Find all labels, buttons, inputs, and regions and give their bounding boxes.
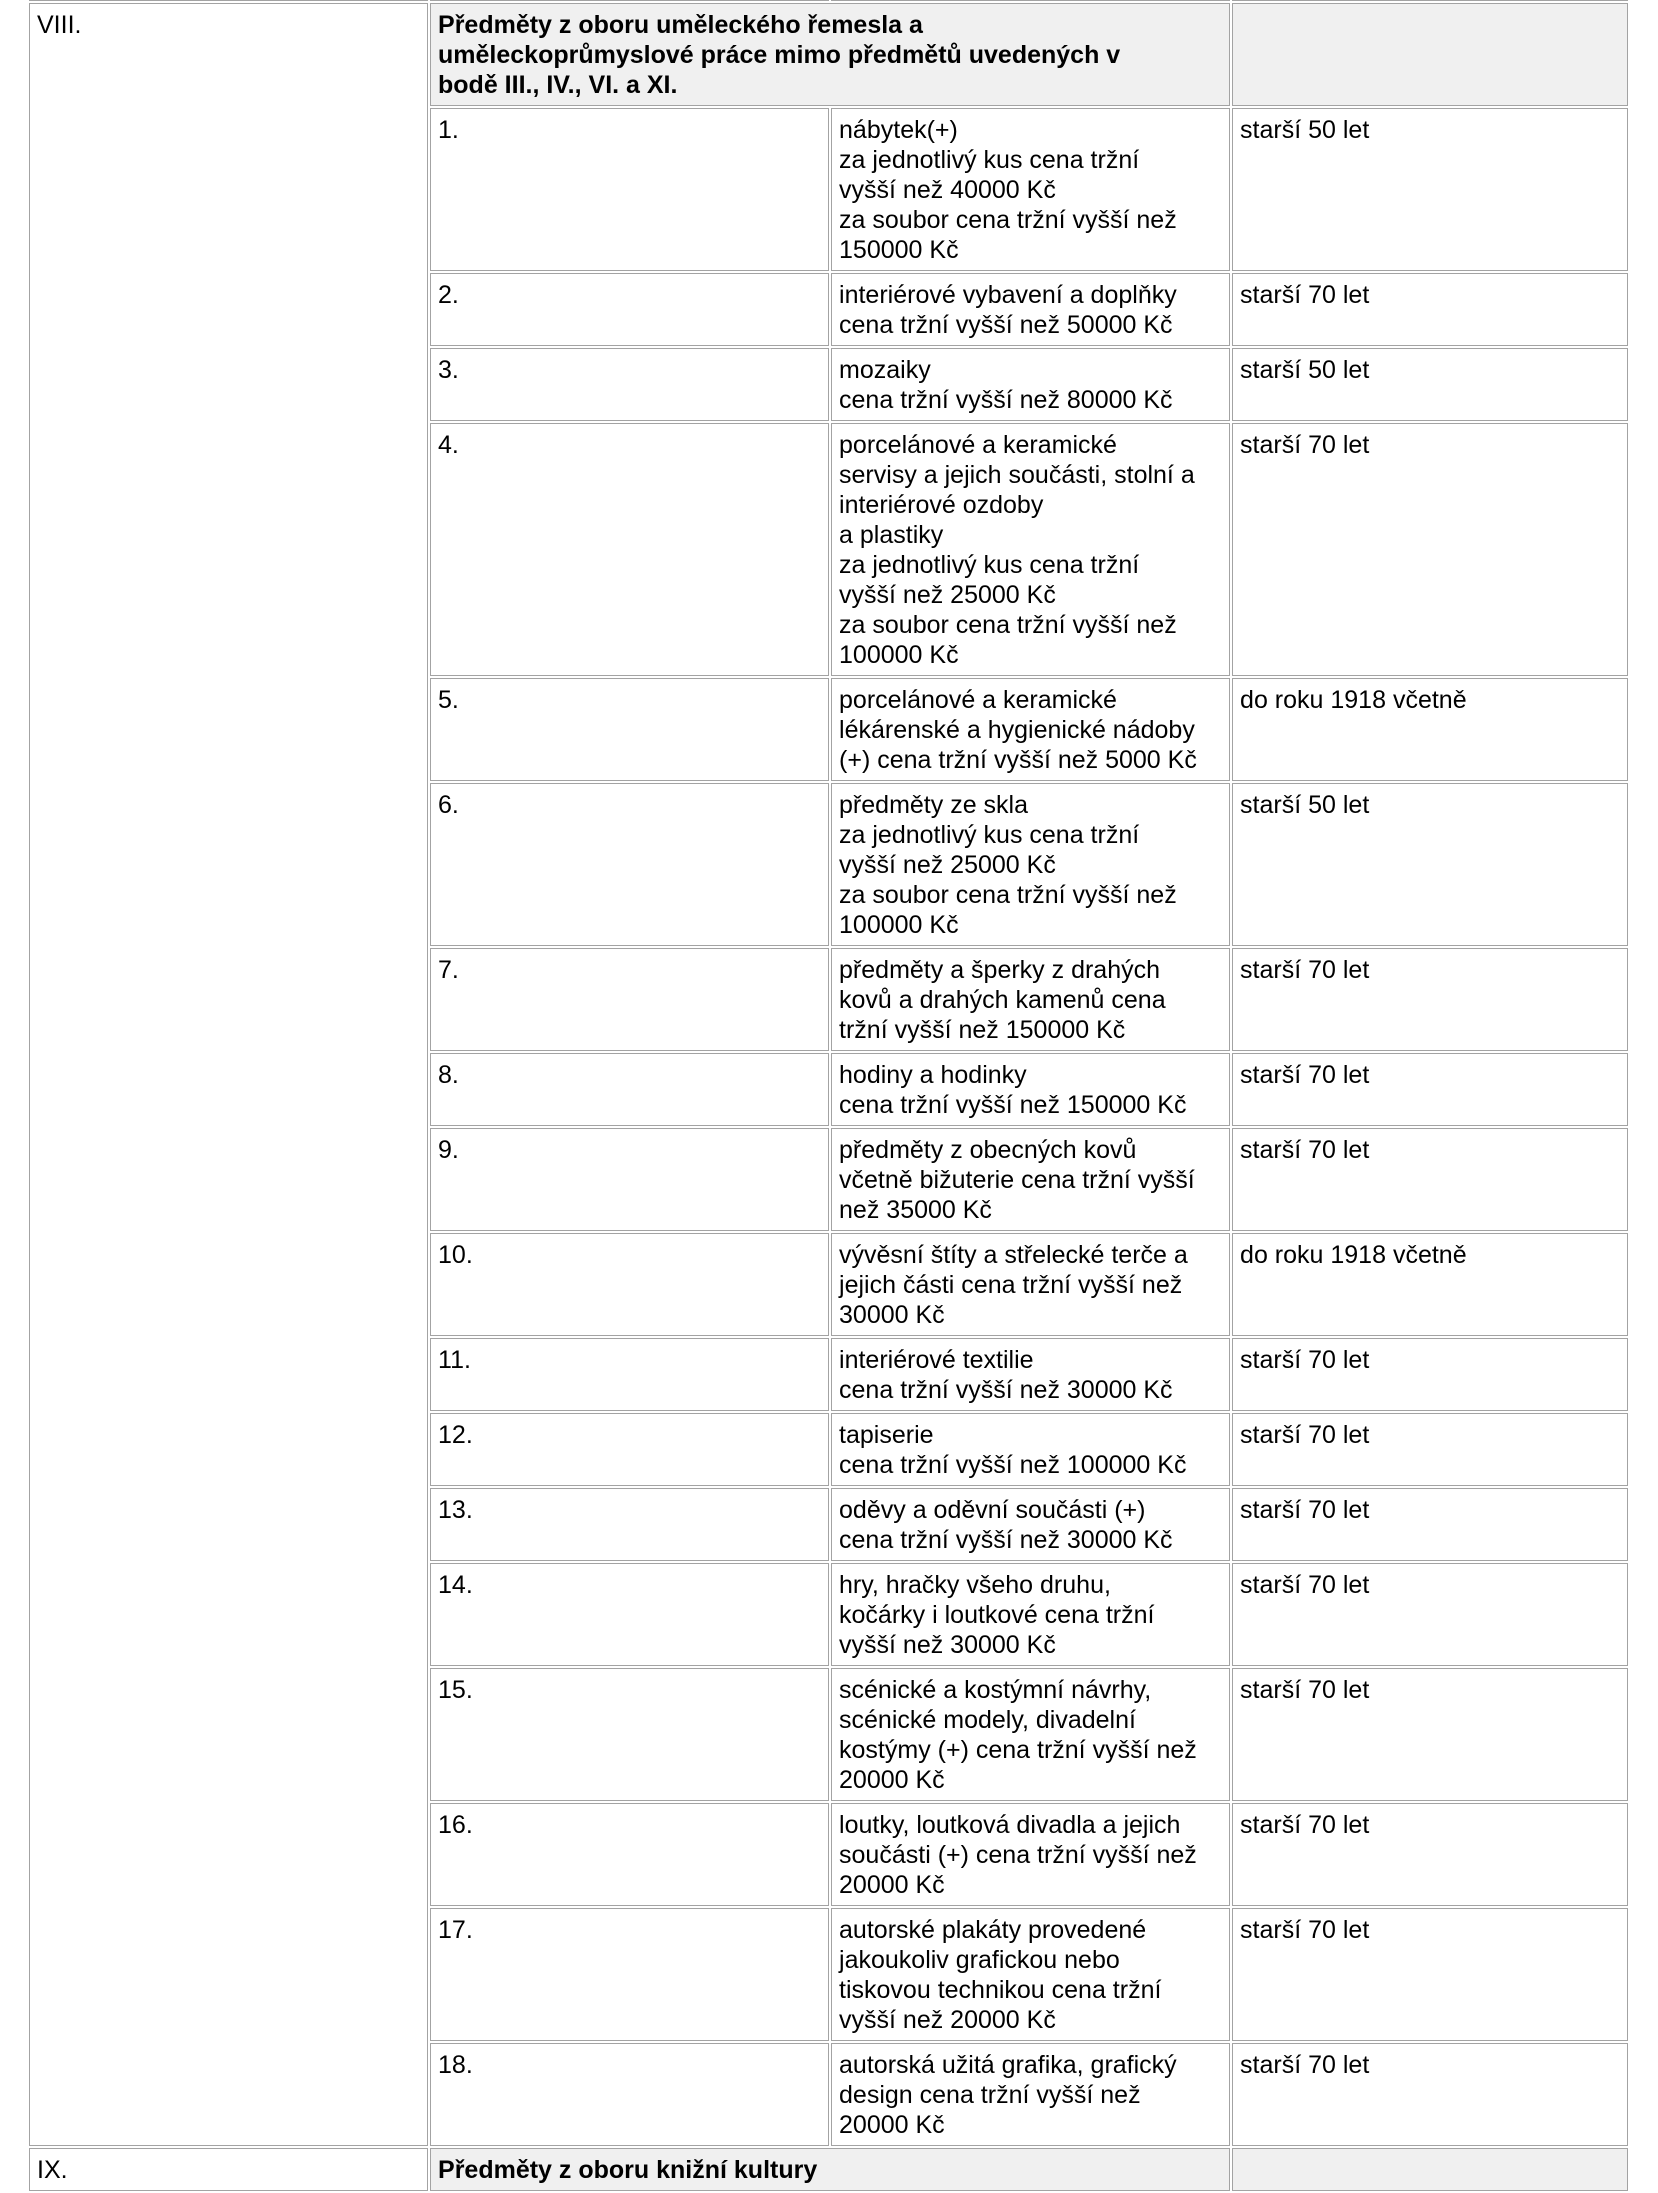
item-description: scénické a kostýmní návrhy, scénické modely, divadelní kostýmy (+) cena tržní vyšší než 20000 Kč: [831, 1668, 1230, 1801]
item-age-limit: starší 70 let: [1232, 1563, 1628, 1666]
item-age-limit: starší 70 let: [1232, 1128, 1628, 1231]
section-title: Předměty z oboru knižní kultury: [430, 2148, 1230, 2191]
item-description: porcelánové a keramické lékárenské a hygienické nádoby (+) cena tržní vyšší než 5000 Kč: [831, 678, 1230, 781]
item-number: 11.: [430, 1338, 829, 1411]
item-number: 17.: [430, 1908, 829, 2041]
item-age-limit: starší 70 let: [1232, 1053, 1628, 1126]
section-header-row: [29, 2148, 1628, 2191]
section-age-cell: [1232, 3, 1628, 106]
item-number: 8.: [430, 1053, 829, 1126]
item-description: interiérové vybavení a doplňky cena tržní vyšší než 50000 Kč: [831, 273, 1230, 346]
item-age-limit: starší 50 let: [1232, 783, 1628, 946]
item-number: 15.: [430, 1668, 829, 1801]
previous-row-edge: [29, 0, 1628, 1]
item-number: 3.: [430, 348, 829, 421]
item-number: 6.: [430, 783, 829, 946]
item-number: 12.: [430, 1413, 829, 1486]
item-age-limit: starší 70 let: [1232, 423, 1628, 676]
item-description: autorské plakáty provedené jakoukoliv grafickou nebo tiskovou technikou cena tržní vyšší než 20000 Kč: [831, 1908, 1230, 2041]
section-age-cell: [1232, 2148, 1628, 2191]
item-description: předměty a šperky z drahých kovů a drahých kamenů cena tržní vyšší než 150000 Kč: [831, 948, 1230, 1051]
item-description: interiérové textilie cena tržní vyšší než 30000 Kč: [831, 1338, 1230, 1411]
item-description: loutky, loutková divadla a jejich součásti (+) cena tržní vyšší než 20000 Kč: [831, 1803, 1230, 1906]
item-number: 4.: [430, 423, 829, 676]
item-description: nábytek(+) za jednotlivý kus cena tržní vyšší než 40000 Kč za soubor cena tržní vyšší než 150000 Kč: [831, 108, 1230, 271]
item-age-limit: starší 70 let: [1232, 1908, 1628, 2041]
item-number: 18.: [430, 2043, 829, 2146]
section-number: VIII.: [29, 3, 428, 2146]
item-description: mozaiky cena tržní vyšší než 80000 Kč: [831, 348, 1230, 421]
item-description: porcelánové a keramické servisy a jejich součásti, stolní a interiérové ozdoby a plastiky za jednotlivý kus cena tržní vyšší než 25000 Kč za soubor cena tržní vyšší než 100000 Kč: [831, 423, 1230, 676]
item-age-limit: starší 70 let: [1232, 1668, 1628, 1801]
item-description: vývěsní štíty a střelecké terče a jejich části cena tržní vyšší než 30000 Kč: [831, 1233, 1230, 1336]
item-age-limit: starší 70 let: [1232, 1338, 1628, 1411]
item-age-limit: do roku 1918 včetně: [1232, 1233, 1628, 1336]
item-age-limit: starší 50 let: [1232, 348, 1628, 421]
item-age-limit: do roku 1918 včetně: [1232, 678, 1628, 781]
item-age-limit: starší 70 let: [1232, 2043, 1628, 2146]
item-number: 13.: [430, 1488, 829, 1561]
item-description: předměty ze skla za jednotlivý kus cena tržní vyšší než 25000 Kč za soubor cena tržní vyšší než 100000 Kč: [831, 783, 1230, 946]
item-age-limit: starší 70 let: [1232, 1413, 1628, 1486]
section-title: Předměty z oboru uměleckého řemesla a uměleckoprůmyslové práce mimo předmětů uvedených v bodě III., IV., VI. a XI.: [430, 3, 1230, 106]
item-number: 7.: [430, 948, 829, 1051]
item-number: 16.: [430, 1803, 829, 1906]
item-number: 1.: [430, 108, 829, 271]
section-number: IX.: [29, 2148, 428, 2191]
item-description: oděvy a oděvní součásti (+) cena tržní vyšší než 30000 Kč: [831, 1488, 1230, 1561]
cultural-goods-table: [27, 0, 1630, 2193]
item-age-limit: starší 70 let: [1232, 1488, 1628, 1561]
item-description: hodiny a hodinky cena tržní vyšší než 150000 Kč: [831, 1053, 1230, 1126]
item-description: autorská užitá grafika, grafický design cena tržní vyšší než 20000 Kč: [831, 2043, 1230, 2146]
section-header-row: [29, 3, 1628, 106]
item-description: tapiserie cena tržní vyšší než 100000 Kč: [831, 1413, 1230, 1486]
item-age-limit: starší 70 let: [1232, 1803, 1628, 1906]
item-number: 5.: [430, 678, 829, 781]
item-number: 14.: [430, 1563, 829, 1666]
item-age-limit: starší 70 let: [1232, 948, 1628, 1051]
item-number: 2.: [430, 273, 829, 346]
item-number: 10.: [430, 1233, 829, 1336]
item-description: hry, hračky všeho druhu, kočárky i loutkové cena tržní vyšší než 30000 Kč: [831, 1563, 1230, 1666]
item-number: 9.: [430, 1128, 829, 1231]
item-age-limit: starší 70 let: [1232, 273, 1628, 346]
item-description: předměty z obecných kovů včetně bižuterie cena tržní vyšší než 35000 Kč: [831, 1128, 1230, 1231]
item-age-limit: starší 50 let: [1232, 108, 1628, 271]
